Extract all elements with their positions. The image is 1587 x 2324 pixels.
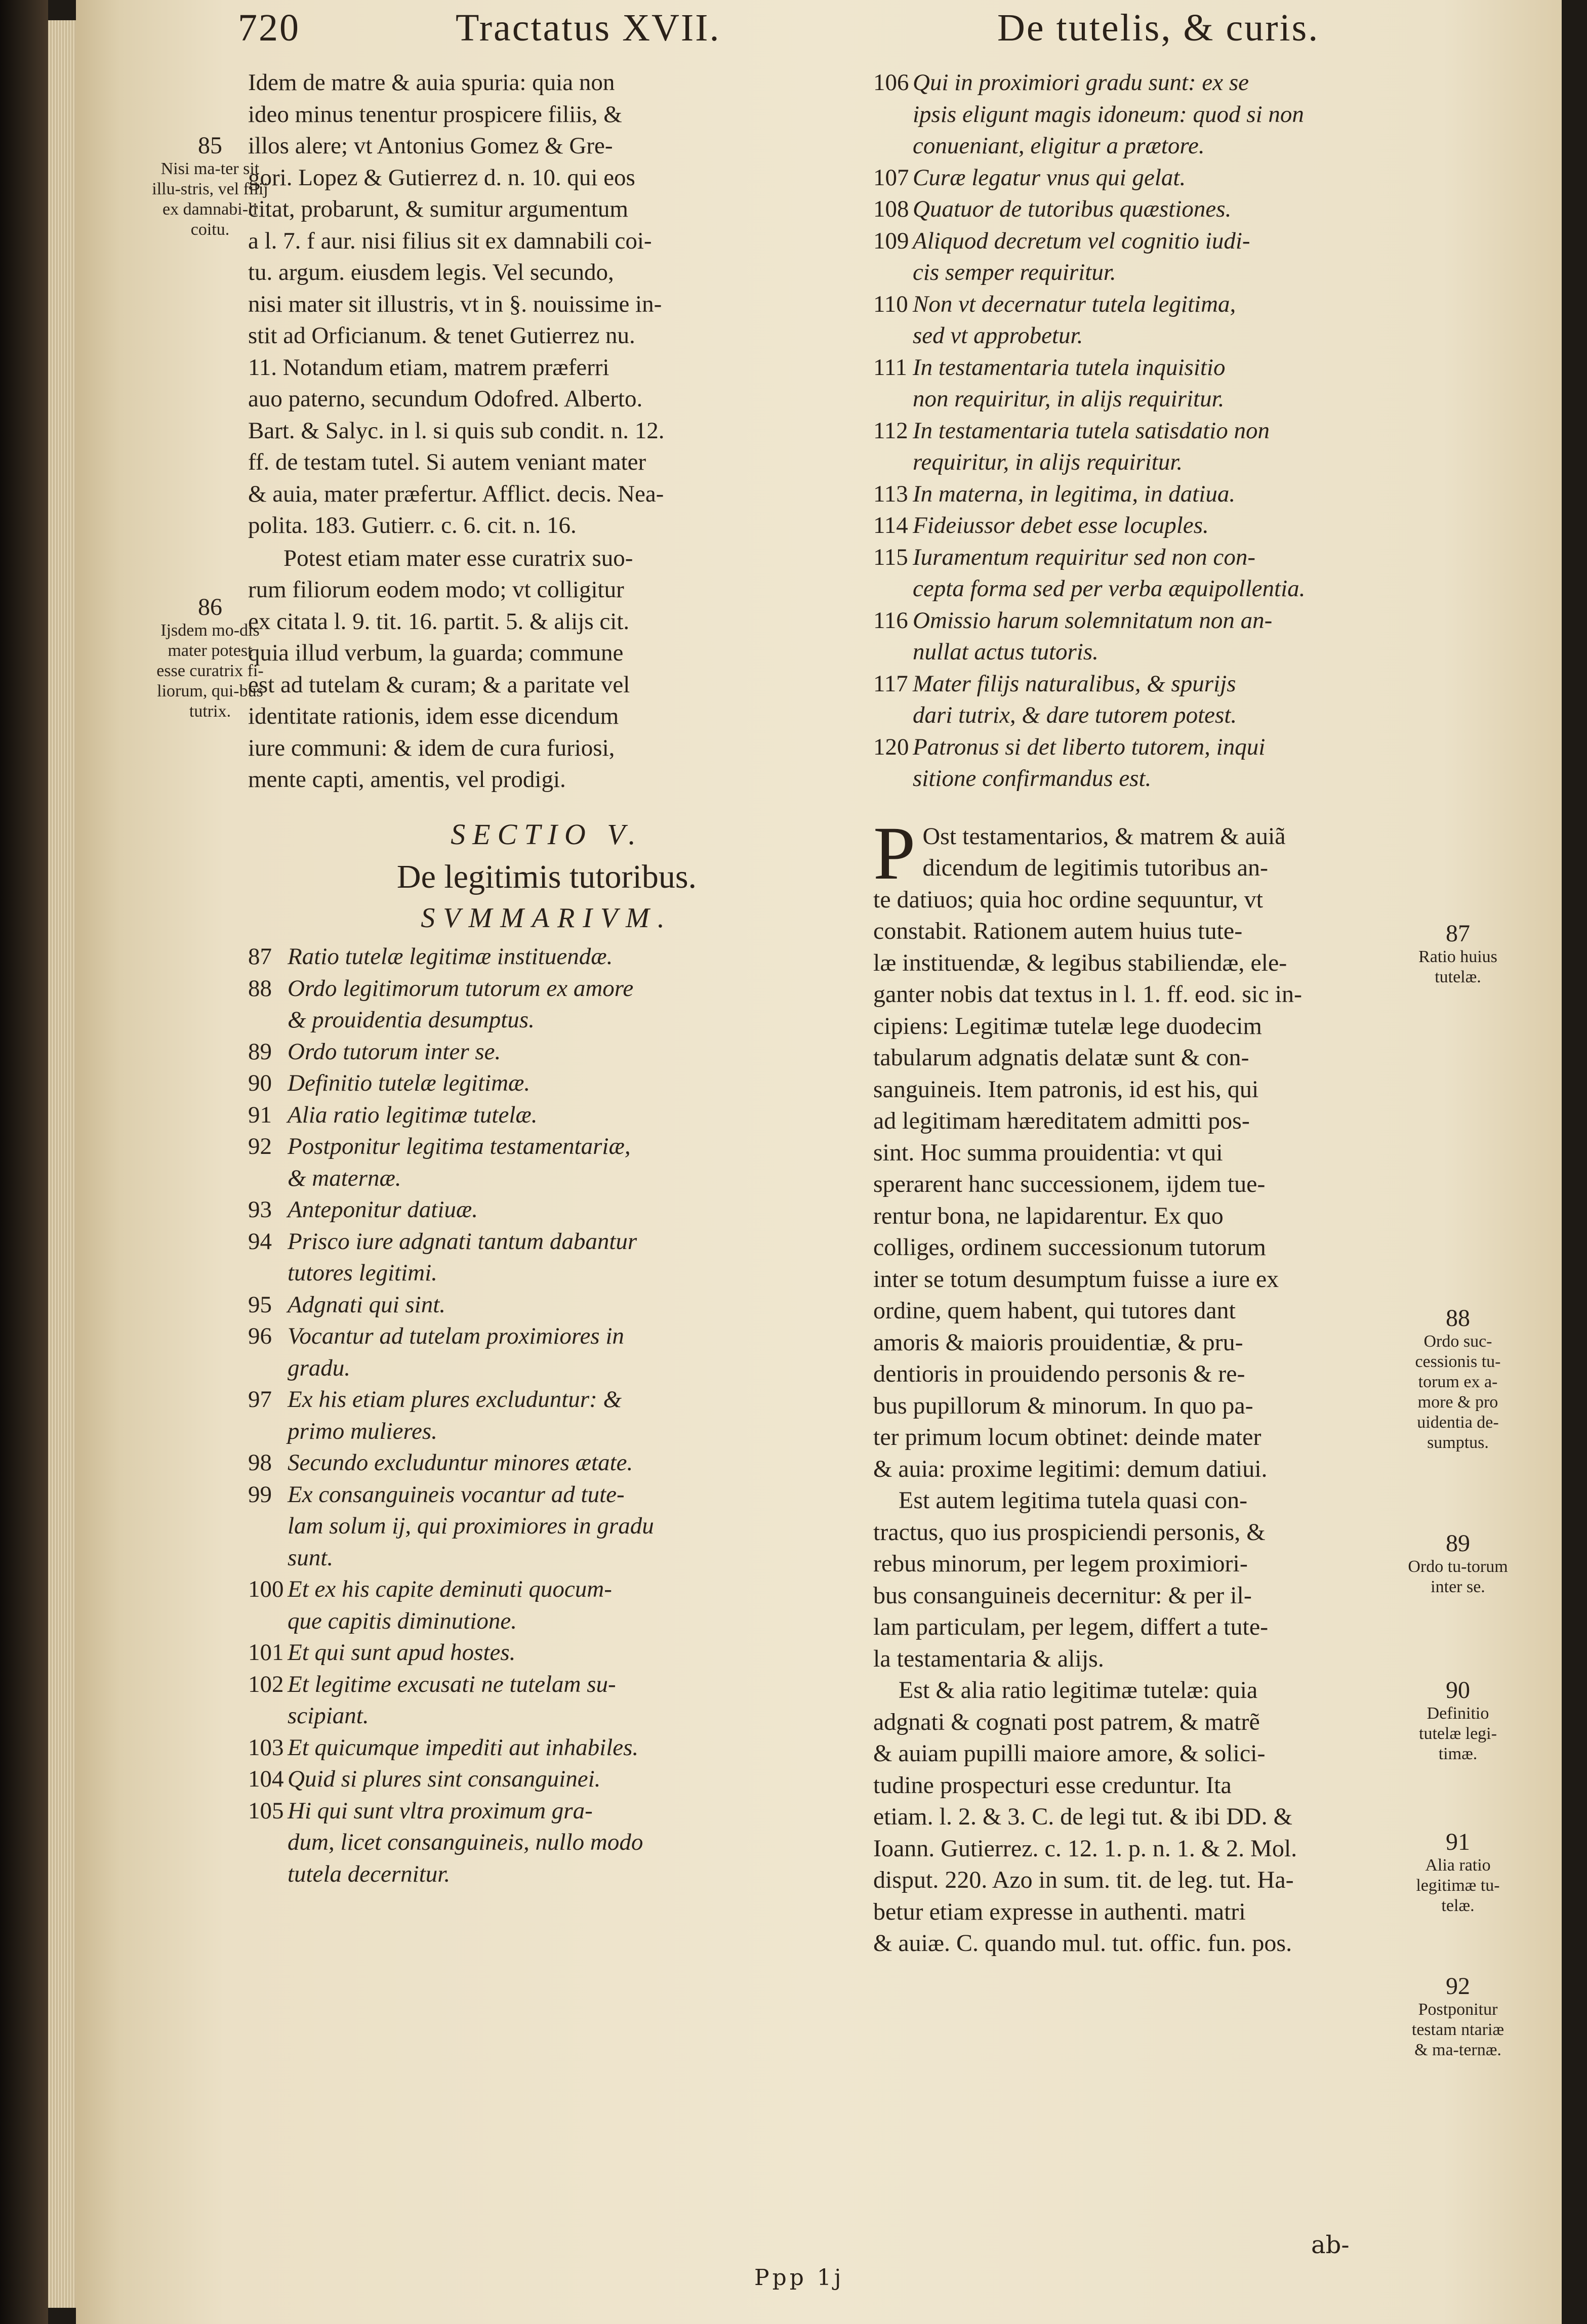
summary-number: 89 [248, 1038, 272, 1065]
margin-note-number: 90 [1446, 1677, 1470, 1704]
text-line: Ioann. Gutierrez. c. 12. 1. p. n. 1. & 2. Mol. [873, 1835, 1297, 1862]
text-line: polita. 183. Gutierr. c. 6. cit. n. 16. [248, 512, 577, 538]
summary-line [248, 973, 845, 1005]
summary-number: 113 [873, 480, 908, 507]
summary-text: Et legitime excusati ne tutelam su- [288, 1671, 616, 1697]
summary-text: Definitio tutelæ legitimæ. [288, 1070, 531, 1096]
summary-line [248, 1637, 845, 1669]
text-line: dicendum de legitimis tutoribus an- [922, 854, 1268, 881]
summary-text: dari tutrix, & dare tutorem potest. [913, 702, 1237, 728]
summary-text: conueniant, eligitur a prætore. [913, 133, 1205, 159]
text-line: lam particulam, per legem, differt a tute- [873, 1613, 1269, 1640]
margin-note-number: 89 [1446, 1530, 1470, 1557]
margin-note-text: Postponitur testam ntariæ & ma-ternæ. [1411, 2000, 1504, 2059]
summary-line [873, 383, 1425, 415]
summary-line [873, 731, 1425, 763]
text-line: stit ad Orficianum. & tenet Gutierrez nu. [248, 322, 635, 349]
summary-number: 93 [248, 1196, 272, 1223]
margin-note-text: Definitio tutelæ legi-timæ. [1419, 1704, 1497, 1763]
summary-line [248, 1700, 845, 1732]
summary-text: tutores legitimi. [288, 1260, 437, 1286]
summary-line [248, 1479, 845, 1511]
summary-line [248, 1289, 845, 1321]
summary-number: 92 [248, 1133, 272, 1159]
summary-line [873, 415, 1425, 447]
summary-line [248, 1384, 845, 1416]
text-line: rentur bona, ne lapidarentur. Ex quo [873, 1202, 1224, 1229]
summary-line [248, 1669, 845, 1700]
summary-line [248, 1352, 845, 1384]
summary-number: 112 [873, 417, 908, 444]
summary-line [873, 288, 1425, 320]
text-line: etiam. l. 2. & 3. C. de legi tut. & ibi DD. & [873, 1803, 1292, 1830]
text-line: Potest etiam mater esse curatrix suo- [283, 545, 633, 571]
signature-mark: Ppp 1j [754, 2265, 844, 2291]
text-line: inter se totum desumptum fuisse a iure ex [873, 1265, 1279, 1293]
summary-text: cepta forma sed per verba æquipollentia. [913, 575, 1306, 602]
page-edges [48, 20, 78, 2308]
text-line: Idem de matre & auia spuria: quia non [248, 69, 615, 96]
summary-text: Qui in proximiori gradu sunt: ex se [913, 69, 1249, 96]
margin-note-number: 88 [1446, 1305, 1470, 1332]
summary-number: 88 [248, 975, 272, 1002]
paragraph-1 [248, 67, 845, 542]
text-line: mente capti, amentis, vel prodigi. [248, 766, 566, 793]
summary-text: lam solum ij, qui proximiores in gradu [288, 1513, 654, 1539]
text-line: Est autem legitima tutela quasi con- [899, 1487, 1248, 1514]
summary-number: 87 [248, 943, 272, 970]
summary-line [873, 193, 1425, 225]
text-line: te datiuos; quia hoc ordine sequuntur, vt [873, 886, 1263, 913]
text-line: & auia: proxime legitimi: demum datiui. [873, 1455, 1268, 1482]
text-line: tu. argum. eiusdem legis. Vel secundo, [248, 259, 614, 285]
summary-number: 103 [248, 1734, 284, 1761]
summary-line [248, 1163, 845, 1194]
summary-line [248, 1257, 845, 1289]
summary-line [873, 478, 1425, 510]
summary-line [248, 1858, 845, 1890]
summary-text: non requiritur, in alijs requiritur. [913, 386, 1225, 412]
text-line: Est & alia ratio legitimæ tutelæ: quia [899, 1677, 1258, 1704]
text-line: ex citata l. 9. tit. 16. partit. 5. & alijs cit. [248, 608, 630, 635]
text-line: constabit. Rationem autem huius tute- [873, 918, 1243, 944]
margin-note-text: Ratio huius tutelæ. [1418, 947, 1497, 986]
summary-text: Ratio tutelæ legitimæ instituendæ. [288, 943, 613, 970]
summary-text: scipiant. [288, 1703, 369, 1729]
summary-text: Ex his etiam plures excluduntur: & [288, 1386, 622, 1413]
summary-text: Non vt decernatur tutela legitima, [913, 290, 1236, 317]
text-line: 11. Notandum etiam, matrem præferri [248, 354, 609, 381]
summary-number: 90 [248, 1070, 272, 1096]
text-line: sint. Hoc summa prouidentia: vt qui [873, 1139, 1223, 1166]
summary-line [248, 1131, 845, 1163]
summary-number: 97 [248, 1386, 272, 1413]
summary-number: 102 [248, 1671, 284, 1697]
margin-note-number: 85 [198, 132, 222, 159]
summary-line [873, 352, 1425, 384]
summary-number: 106 [873, 69, 909, 96]
summary-text: nullat actus tutoris. [913, 639, 1098, 665]
summary-text: Quatuor de tutoribus quæstiones. [913, 196, 1232, 222]
summary-line [873, 699, 1425, 731]
text-line: amoris & maioris prouidentiæ, & pru- [873, 1329, 1243, 1356]
summary-text: dum, licet consanguineis, nullo modo [288, 1829, 643, 1855]
summary-line [248, 1226, 845, 1258]
text-line: rebus minorum, per legem proximiori- [873, 1550, 1248, 1577]
summary-line [873, 542, 1425, 573]
summary-text: Adgnati qui sint. [288, 1291, 446, 1318]
summary-line [873, 162, 1425, 194]
summary-number: 114 [873, 512, 908, 538]
summary-line [248, 941, 845, 973]
summary-line [248, 1099, 845, 1131]
summary-line [873, 99, 1425, 131]
summary-line [873, 446, 1425, 478]
text-line: ff. de testam tutel. Si autem veniant mater [248, 449, 646, 475]
summary-number: 95 [248, 1291, 272, 1318]
text-line: ad legitimam hæreditatem admitti pos- [873, 1107, 1250, 1134]
summary-line [248, 1827, 845, 1858]
summary-line [248, 1763, 845, 1795]
margin-note-text: Ordo suc-cessionis tu-torum ex a-more & pro uidentia de-sumptus. [1415, 1332, 1501, 1452]
section-subtitle: De legitimis tutoribus. [396, 858, 697, 895]
margin-note-number: 87 [1446, 920, 1470, 947]
paragraph-2 [248, 543, 845, 796]
text-line: identitate rationis, idem esse dicendum [248, 703, 619, 729]
summary-line [248, 1004, 845, 1036]
summary-line [873, 225, 1425, 257]
summary-text: sitione confirmandus est. [913, 765, 1152, 792]
summary-number: 98 [248, 1449, 272, 1476]
summary-text: Quid si plures sint consanguinei. [288, 1766, 601, 1792]
summary-number: 96 [248, 1323, 272, 1349]
summary-text: Et quicumque impediti aut inhabiles. [288, 1734, 639, 1761]
text-line: gori. Lopez & Gutierrez d. n. 10. qui eos [248, 164, 635, 191]
summary-text: Curæ legatur vnus qui gelat. [913, 164, 1186, 191]
summary-text: Et qui sunt apud hostes. [288, 1639, 516, 1666]
text-line: bus pupillorum & minorum. In quo pa- [873, 1392, 1253, 1419]
drop-cap: P [873, 811, 916, 895]
summary-text: Iuramentum requiritur sed non con- [913, 544, 1256, 570]
summary-line [248, 1732, 845, 1764]
margin-note-number: 92 [1446, 1973, 1470, 2000]
text-line: tractus, quo ius prospiciendi personis, & [873, 1518, 1266, 1546]
summary-text: In testamentaria tutela satisdatio non [913, 417, 1270, 444]
margin-note [152, 594, 268, 722]
summary-text: Vocantur ad tutelam proximiores in [288, 1323, 624, 1349]
text-line: colliges, ordinem successionum tutorum [873, 1234, 1266, 1261]
summary-number: 99 [248, 1481, 272, 1508]
margin-note [1405, 1829, 1511, 1916]
text-line: iure communi: & idem de cura furiosi, [248, 734, 615, 761]
text-line: est ad tutelam & curam; & a paritate vel [248, 671, 630, 698]
text-line: Ost testamentarios, & matrem & auiã [922, 822, 1286, 850]
summary-line [248, 1320, 845, 1352]
summary-text: Aliquod decretum vel cognitio iudi- [913, 227, 1250, 254]
text-line: ordine, quem habent, qui tutores dant [873, 1297, 1236, 1324]
summary-line [873, 130, 1425, 162]
summary-text: Ex consanguineis vocantur ad tute- [288, 1481, 625, 1508]
summary-number: 94 [248, 1228, 272, 1255]
text-line: læ instituendæ, & legibus stabiliendæ, ele- [873, 949, 1287, 976]
summary-text: requiritur, in alijs requiritur. [913, 449, 1183, 475]
summary-text: Fideiussor debet esse locuples. [913, 512, 1209, 538]
summary-text: Ordo tutorum inter se. [288, 1038, 501, 1065]
summary-line [248, 1795, 845, 1827]
summary-text: Postponitur legitima testamentariæ, [288, 1133, 631, 1159]
margin-note-number: 91 [1446, 1829, 1470, 1855]
summary-line [873, 257, 1425, 288]
summary-text: Anteponitur datiuæ. [288, 1196, 478, 1223]
text-line: citat, probarunt, & sumitur argumentum [248, 196, 628, 222]
text-line: bus consanguineis decernitur: & per il- [873, 1582, 1252, 1609]
summary-number: 117 [873, 670, 908, 697]
margin-note [1405, 1973, 1511, 2060]
summary-text: Patronus si det liberto tutorem, inqui [913, 733, 1266, 760]
running-tract: Tractatus XVII. [456, 7, 721, 49]
summary-number: 111 [873, 354, 908, 381]
summary-number: 91 [248, 1101, 272, 1128]
text-line: betur etiam expresse in authenti. matri [873, 1898, 1246, 1925]
summary-text: sed vt approbetur. [913, 322, 1083, 349]
summary-text: Hi qui sunt vltra proximum gra- [288, 1797, 593, 1824]
text-line: rum filiorum eodem modo; vt colligitur [248, 576, 624, 603]
summary-line [248, 1447, 845, 1479]
summary-line [873, 668, 1425, 700]
margin-note [1405, 1530, 1511, 1597]
summary-number: 116 [873, 607, 908, 634]
summary-line [248, 1542, 845, 1574]
margin-note-text: Alia ratio legitimæ tu-telæ. [1416, 1856, 1500, 1915]
summary-number: 110 [873, 290, 908, 317]
summary-line [873, 67, 1425, 99]
text-line: nisi mater sit illustris, vt in §. nouissime in- [248, 290, 662, 317]
summary-number: 100 [248, 1576, 284, 1602]
summarium-title: SVMMARIVM. [421, 902, 673, 934]
margin-note-text: Nisi ma-ter sit illu-stris, vel filij ex damnabi-li coitu. [152, 159, 268, 239]
text-line: ganter nobis dat textus in l. 1. ff. eod. sic in- [873, 981, 1302, 1008]
margin-note [152, 132, 268, 240]
text-line: illos alere; vt Antonius Gomez & Gre- [248, 133, 613, 159]
summary-text: Ordo legitimorum tutorum ex amore [288, 975, 634, 1002]
summary-text: Alia ratio legitimæ tutelæ. [288, 1101, 538, 1128]
summary-line [248, 1036, 845, 1068]
summary-line [873, 605, 1425, 637]
summary-number: 104 [248, 1766, 284, 1792]
text-line: tabularum adgnatis delatæ sunt & con- [873, 1044, 1249, 1071]
text-line: tudine prospecturi esse creduntur. Ita [873, 1771, 1232, 1799]
running-title: De tutelis, & curis. [997, 7, 1320, 49]
margin-note-text: Ijsdem mo-dis mater potest esse curatrix fi-liorum, qui-bus tutrix. [156, 621, 264, 721]
page-header [238, 6, 1453, 67]
summary-line [873, 573, 1425, 605]
right-column [873, 67, 1425, 1960]
summary-line [248, 1416, 845, 1447]
summary-list-left [248, 941, 845, 1890]
text-line: disput. 220. Azo in sum. tit. de leg. tut. Ha- [873, 1866, 1294, 1893]
summary-number: 108 [873, 196, 909, 222]
page-number: 720 [238, 7, 300, 49]
text-line: cipiens: Legitimæ tutelæ lege duodecim [873, 1012, 1262, 1040]
summary-text: Omissio harum solemnitatum non an- [913, 607, 1273, 634]
summary-text: gradu. [288, 1354, 351, 1381]
text-line: sanguineis. Item patronis, id est his, qui [873, 1075, 1259, 1103]
text-line: Bart. & Salyc. in l. si quis sub condit. n. 12. [248, 417, 665, 444]
section-title: SECTIO V. [451, 817, 643, 851]
summary-line [248, 1573, 845, 1605]
summary-number: 105 [248, 1797, 284, 1824]
summary-text: Secundo excluduntur minores ætate. [288, 1449, 633, 1476]
summary-line [873, 636, 1425, 668]
text-line: ter primum locum obtinet: deinde mater [873, 1424, 1262, 1450]
summary-line [873, 763, 1425, 795]
text-line: auo paterno, secundum Odofred. Alberto. [248, 386, 643, 412]
margin-note-number: 86 [198, 594, 222, 620]
margin-note-text: Ordo tu-torum inter se. [1408, 1557, 1508, 1596]
text-line: & auiæ. C. quando mul. tut. offic. fun. pos. [873, 1930, 1292, 1957]
summary-number: 107 [873, 164, 909, 191]
summary-line [248, 1067, 845, 1099]
summary-number: 115 [873, 544, 908, 570]
text-line: & auia, mater præfertur. Afflict. decis. Neа- [248, 480, 664, 507]
margin-note [1405, 1677, 1511, 1764]
text-line: sperarent hanc successionem, ijdem tue- [873, 1171, 1266, 1197]
summary-text: Et ex his capite deminuti quocum- [288, 1576, 612, 1602]
summary-line [248, 1605, 845, 1637]
summary-text: Prisco iure adgnati tantum dabantur [288, 1228, 637, 1255]
summary-text: que capitis diminutione. [288, 1607, 517, 1634]
summary-list-right [873, 67, 1425, 795]
text-line: & auiam pupilli maiore amore, & solici- [873, 1740, 1266, 1767]
text-line: a l. 7. f aur. nisi filius sit ex damnabili coi- [248, 227, 652, 254]
summary-text: ipsis eligunt magis idoneum: quod si non [913, 101, 1304, 128]
summary-text: & prouidentia desumptus. [288, 1007, 535, 1033]
summary-line [248, 1510, 845, 1542]
book-binding [0, 0, 48, 2324]
summary-text: tutela decernitur. [288, 1860, 451, 1887]
text-line: quia illud verbum, la guarda; commune [248, 640, 624, 666]
summary-line [873, 320, 1425, 352]
summary-number: 120 [873, 733, 909, 760]
summary-number: 101 [248, 1639, 284, 1666]
body-text [873, 811, 1425, 1960]
summary-text: In testamentaria tutela inquisitio [913, 354, 1226, 381]
text-line: dentioris in prouidendo personis & re- [873, 1360, 1245, 1387]
summary-text: primo mulieres. [288, 1418, 437, 1444]
summary-text: & maternæ. [288, 1165, 401, 1191]
margin-note [1405, 920, 1511, 987]
text-line: ideo minus tenentur prospicere filiis, & [248, 101, 622, 128]
margin-note [1405, 1305, 1511, 1453]
summary-line [248, 1194, 845, 1226]
summary-number: 109 [873, 227, 909, 254]
summary-text: cis semper requiritur. [913, 259, 1116, 285]
summary-text: In materna, in legitima, in datiua. [913, 480, 1236, 507]
summary-text: Mater filijs naturalibus, & spurijs [913, 670, 1236, 697]
summary-line [873, 510, 1425, 542]
text-line: adgnati & cognati post patrem, & matrẽ [873, 1708, 1260, 1735]
text-line: la testamentaria & alijs. [873, 1645, 1104, 1672]
left-column [248, 67, 845, 1890]
catchword: ab- [1311, 2231, 1350, 2259]
summary-text: sunt. [288, 1544, 334, 1571]
